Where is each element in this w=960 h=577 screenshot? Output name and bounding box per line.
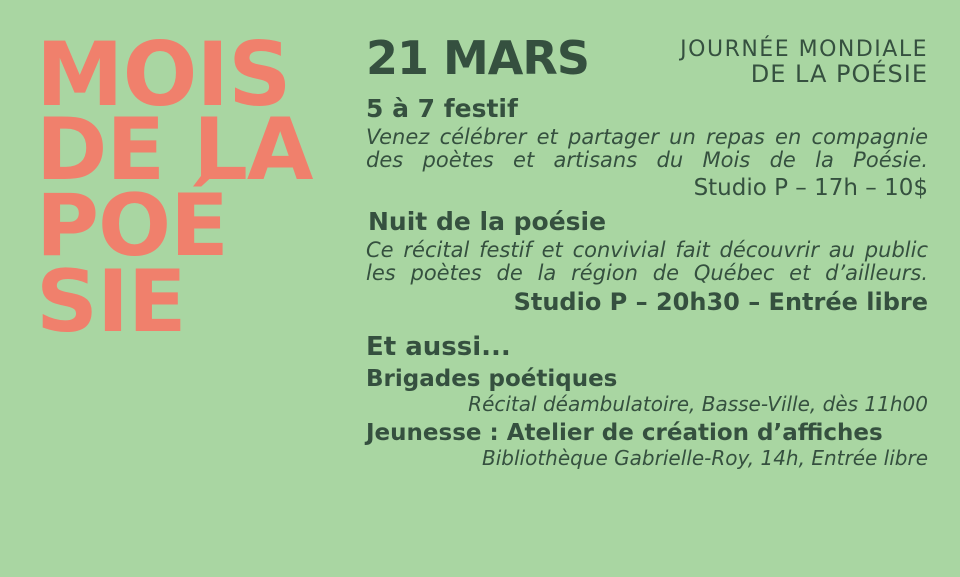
- event-date: 21 MARS: [366, 31, 589, 85]
- also-item-jeunesse-title: Jeunesse : Atelier de création d’affiches: [366, 419, 883, 446]
- world-poetry-day: [680, 34, 928, 88]
- world-day-line-2: DE LA POÉSIE: [750, 59, 928, 88]
- title-line-4: SIE: [36, 251, 186, 352]
- also-item-jeunesse: [366, 420, 928, 470]
- title-line-2: DE LA: [36, 100, 313, 201]
- poster-content: [366, 31, 928, 470]
- title-line-1: MOIS: [36, 23, 291, 126]
- section-5a7-description: Venez célébrer et partager un repas en compagnie des poètes et artisans du Mois de la Poésie.: [366, 124, 928, 173]
- also-item-brigades-details: Récital déambulatoire, Basse-Ville, dès 11h00: [468, 391, 928, 416]
- section-5a7-title: 5 à 7 festif: [366, 93, 518, 123]
- poster-title: [36, 23, 356, 352]
- also-heading: Et aussi...: [366, 331, 511, 362]
- also-item-brigades-title: Brigades poétiques: [366, 365, 618, 392]
- section-nuit: [366, 207, 928, 316]
- section-nuit-title: Nuit de la poésie: [368, 206, 607, 236]
- section-5a7-info: Studio P – 17h – 10$: [693, 174, 928, 201]
- section-5a7: [366, 94, 928, 201]
- world-day-line-1: JOURNÉE MONDIALE: [680, 37, 928, 62]
- also-item-brigades: [366, 366, 928, 416]
- section-nuit-description: Ce récital festif et convivial fait découvrir au public les poètes de la région de Québec et d’ailleurs.: [366, 237, 928, 286]
- title-line-3: POÉ: [36, 176, 228, 277]
- section-nuit-info: Studio P – 20h30 – Entrée libre: [513, 287, 928, 316]
- also-item-jeunesse-details: Bibliothèque Gabrielle-Roy, 14h, Entrée libre: [482, 445, 928, 470]
- header-row: [366, 31, 928, 88]
